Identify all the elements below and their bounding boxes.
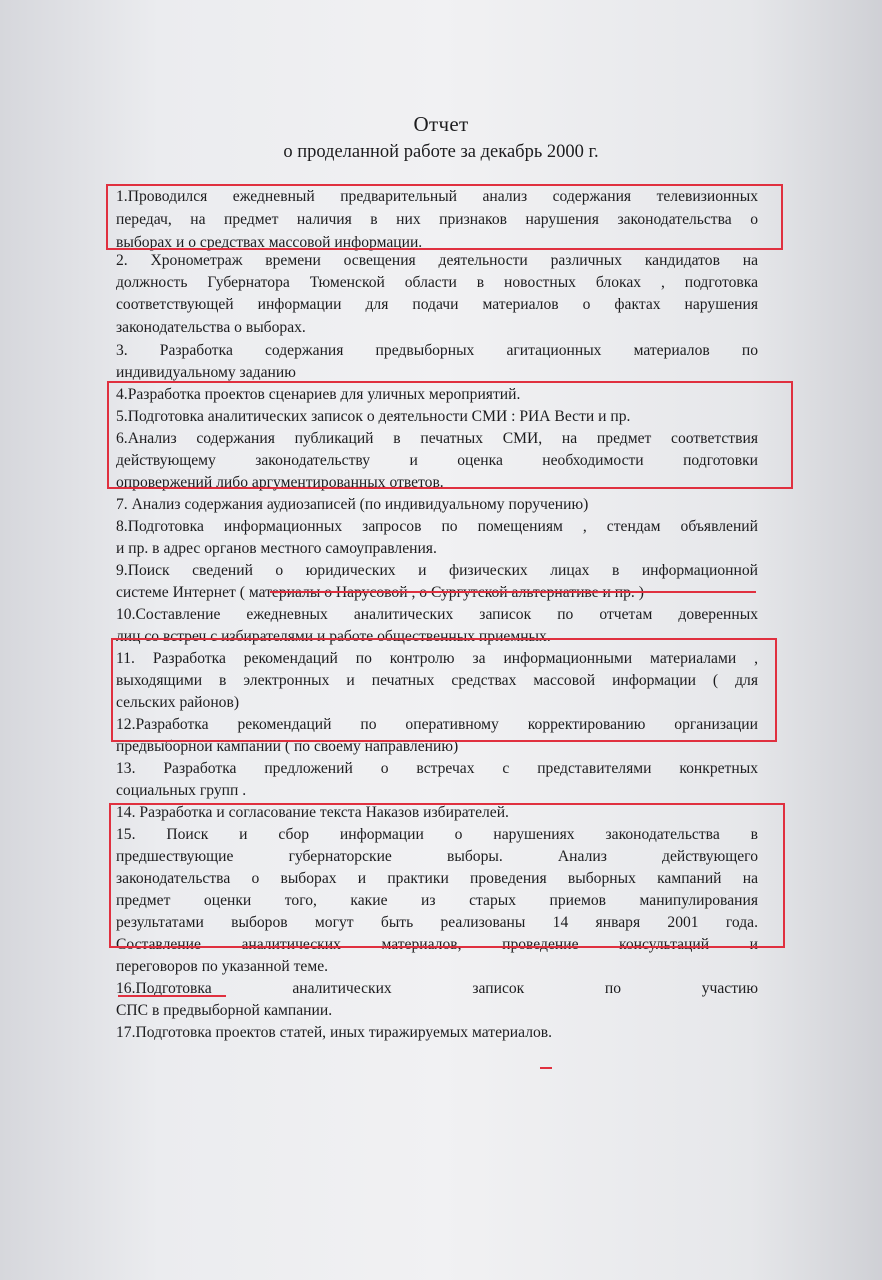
text-line: 7. Анализ содержания аудиозаписей (по индивидуальному поручению) (116, 496, 589, 513)
text-line: 16.Подготовка аналитических записок по участию (116, 980, 758, 997)
text-line: выборах и о средствах массовой информации. (116, 234, 423, 251)
text-line: 2. Хронометраж времени освещения деятельности различных кандидатов на (116, 252, 758, 269)
text-line: предвыборной кампании ( по своему направлению) (116, 738, 459, 755)
underline-item-9 (270, 591, 756, 593)
underline-item-16 (118, 995, 226, 997)
text-line: 14. Разработка и согласование текста Наказов избирателей. (116, 804, 509, 821)
text-line: 17.Подготовка проектов статей, иных тиражируемых материалов. (116, 1024, 553, 1041)
document-subtitle: о проделанной работе за декабрь 2000 г. (283, 142, 599, 162)
text-line: 4.Разработка проектов сценариев для уличных мероприятий. (116, 386, 521, 403)
text-line: 5.Подготовка аналитических записок о деятельности СМИ : РИА Вести и пр. (116, 408, 631, 425)
text-line: законодательства о выборах и практики проведения выборных кампаний на (116, 870, 758, 887)
text-line: лиц со встреч с избирателями и работе общественных приемных. (116, 628, 551, 645)
text-line: 9.Поиск сведений о юридических и физических лицах в информационной (116, 562, 758, 579)
text-line: выходящими в электронных и печатных средствах массовой информации ( для (116, 672, 758, 689)
text-line: передач, на предмет наличия в них признаков нарушения законодательства о (116, 211, 758, 228)
text-line: предмет оценки того, какие из старых приемов манипулирования (116, 892, 758, 909)
text-line: индивидуальному заданию (116, 364, 296, 381)
text-line: 6.Анализ содержания публикаций в печатных СМИ, на предмет соответствия (116, 430, 758, 447)
text-line: 13. Разработка предложений о встречах с представителями конкретных (116, 760, 758, 777)
text-line: действующему законодательству и оценка необходимости подготовки (116, 452, 758, 469)
text-line: результатами выборов могут быть реализованы 14 января 2001 года. (116, 914, 758, 931)
red-dash-mark (540, 1067, 552, 1069)
text-line: переговоров по указанной теме. (116, 958, 329, 975)
text-line: 12.Разработка рекомендаций по оперативному корректированию организации (116, 716, 758, 733)
text-line: должность Губернатора Тюменской области в новостных блоках , подготовка (116, 274, 758, 291)
text-line: и пр. в адрес органов местного самоуправления. (116, 540, 437, 557)
text-line: соответствующей информации для подачи материалов о фактах нарушения (116, 296, 758, 313)
text-line: 10.Составление ежедневных аналитических записок по отчетам доверенных (116, 606, 758, 623)
text-line: опровержений либо аргументированных ответов. (116, 474, 444, 491)
text-line: 11. Разработка рекомендаций по контролю за информационными материалами , (116, 650, 758, 667)
text-line: 3. Разработка содержания предвыборных агитационных материалов по (116, 342, 758, 359)
text-line: социальных групп . (116, 782, 247, 799)
text-line: предшествующие губернаторские выборы. Анализ действующего (116, 848, 758, 865)
text-line: законодательства о выборах. (116, 319, 306, 336)
text-line: 8.Подготовка информационных запросов по помещениям , стендам объявлений (116, 518, 758, 535)
text-line: системе Интернет ( материалы о Нарусовой , о Сургутской альтернативе и пр. ) (116, 584, 644, 601)
document-title: Отчет (413, 112, 469, 136)
text-line: 15. Поиск и сбор информации о нарушениях законодательства в (116, 826, 758, 843)
text-line: Составление аналитических материалов, проведение консультаций и (116, 936, 758, 953)
text-line: 1.Проводился ежедневный предварительный анализ содержания телевизионных (116, 188, 758, 205)
text-line: сельских районов) (116, 694, 240, 711)
text-line: СПС в предвыборной кампании. (116, 1002, 333, 1019)
